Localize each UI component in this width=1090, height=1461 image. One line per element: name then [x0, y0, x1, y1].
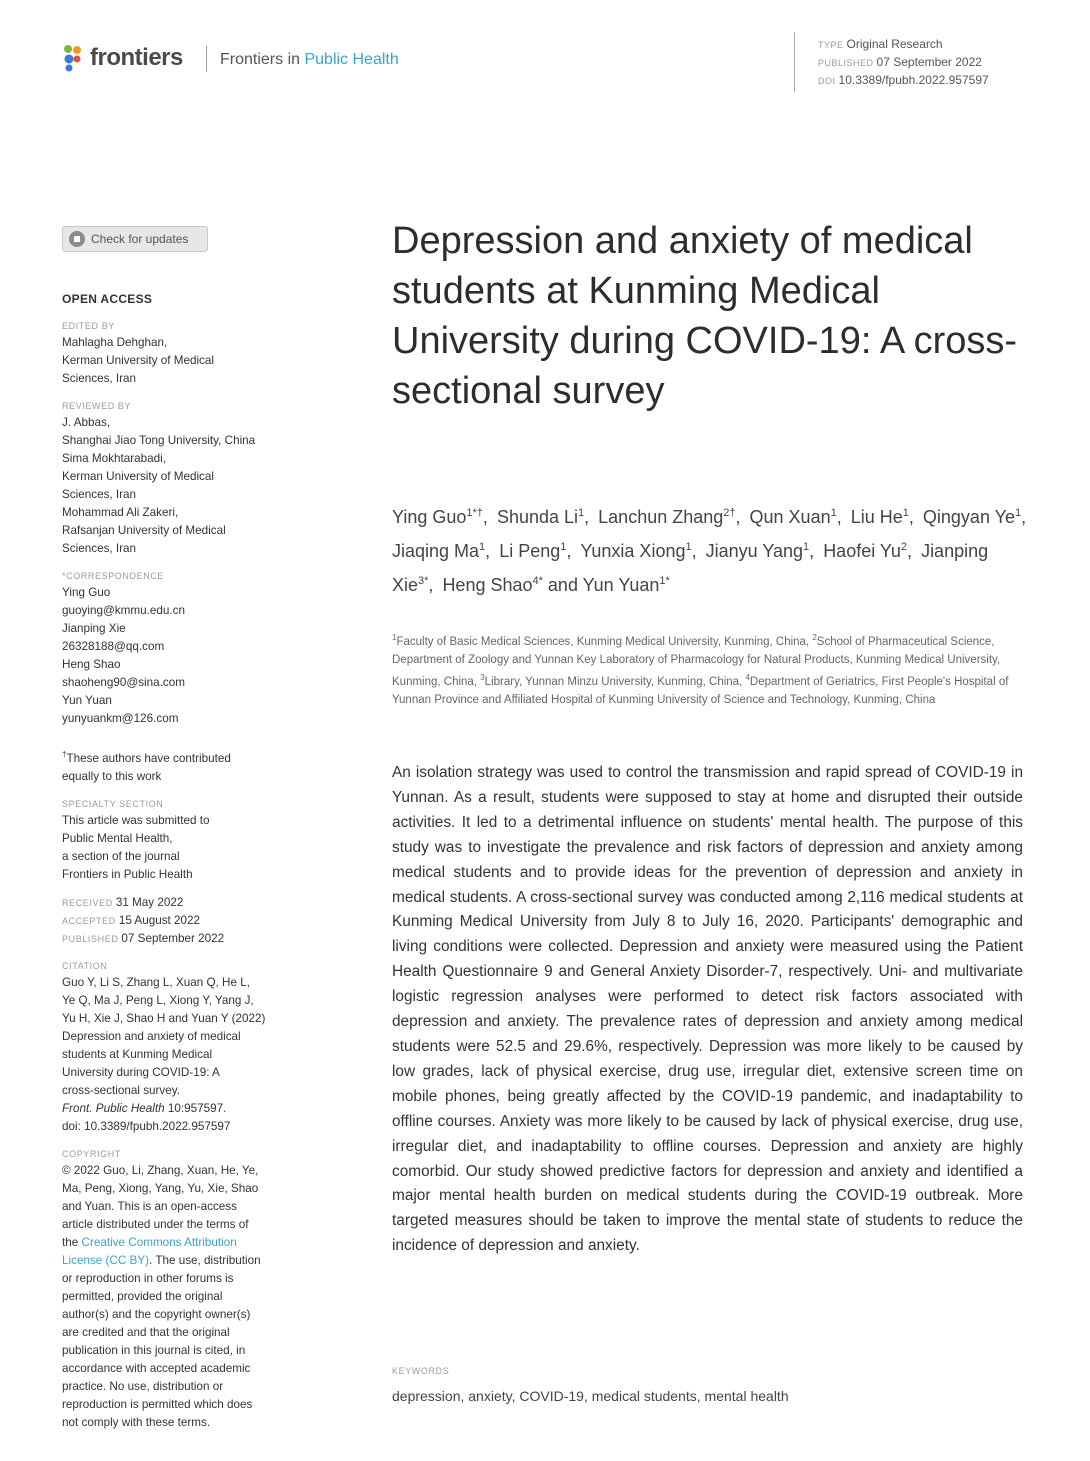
correspondence-email[interactable]: shaoheng90@sina.com [62, 676, 185, 689]
correspondence-name: Yun Yuan [62, 694, 112, 707]
equal-contribution-note: equally to this work [62, 769, 162, 783]
journal-prefix: Frontiers in [220, 51, 305, 68]
abstract: An isolation strategy was used to control the transmission and rapid spread of COVID-19 in Yunnan. As a result, students were supposed to stay at home and disrupted their outside activities. It led to a detrimental influence on students' mental health. The purpose of this study was to investigate the prevalence and risk factors of depression and anxiety among medical students and to provide ideas for the prevention of depression and anxiety in medical students. A cross-sectional survey was conducted among 2,116 medical students at Kunming Medical University from July 8 to July 16, 2020. Participants' demographic and living conditions were collected. Depression and anxiety were measured using the Patient Health Questionnaire 9 and General Anxiety Disorder-7, respectively. Uni- and multivariate logistic regression analyses were performed to detect risk factors associated with depression and anxiety. The prevalence rates of depression and anxiety among medical students were 52.5 and 29.6%, respectively. Depression was more likely to be caused by low grades, lack of physical exercise, drug use, irregular diet, extensive screen time on mobile phones, being greatly affected by the COVID-19 pandemic, and inadaptability to offline courses. Anxiety was more likely to be caused by lack of physical exercise, drug use, irregular diet, and inadaptability to offline courses. Depression and anxiety are highly comorbid. Our study showed predictive factors for depression and anxiety and identified a major mental health burden on medical students during the COVID-19 outbreak. More targeted measures should be taken to improve the mental state of students to reduce the incidence of depression and anxiety. [392, 764, 1023, 1255]
citation-line: Ye Q, Ma J, Peng L, Xiong Y, Yang J, [62, 993, 254, 1007]
author-name[interactable]: Li Peng$^1$ [499, 541, 567, 561]
article-type: TYPE Original Research [818, 37, 943, 51]
copyright-line: not comply with these terms. [62, 1415, 211, 1429]
edited-line: Kerman University of Medical [62, 354, 214, 367]
copyright-label: COPYRIGHT [62, 1148, 121, 1159]
author-name[interactable]: Ying Guo$^{1*\dagger}$ [392, 507, 483, 527]
author-name[interactable]: Yun Yuan$^{1*}$ [582, 575, 670, 595]
article-doi: DOI 10.3389/fpubh.2022.957597 [818, 73, 989, 87]
correspondence-email[interactable]: 26328188@qq.com [62, 640, 165, 653]
article-title: Depression and anxiety of medical students at Kunming Medical University during COVID-19: A cross-sectional survey [392, 220, 1018, 412]
accepted-date: ACCEPTED 15 August 2022 [62, 913, 201, 927]
author-list: Ying Guo$^{1*\dagger}$, Shunda Li$^1$, Lanchun Zhang$^{2\dagger}$, Qun Xuan$^1$, Liu He$^1$, Qingyan Ye$^1$, Jiaqing Ma$^1$, Li Peng$^1$, Yunxia Xiong$^1$, Jianyu Yang$^1$, Haofei Yu$^2$, Jianping Xie$^{3*}$, Heng Shao$^{4*}$ and Yun Yuan$^{1*}$ [392, 507, 1036, 595]
copyright-line: article distributed under the terms of [62, 1217, 249, 1231]
copyright-line: reproduction is permitted which does [62, 1397, 253, 1411]
correspondence-label: *CORRESPONDENCE [62, 571, 165, 581]
correspondence-name: Ying Guo [62, 586, 111, 599]
citation-line: students at Kunming Medical [62, 1047, 213, 1061]
citation-journal: Front. Public Health 10:957597. [62, 1101, 227, 1115]
reviewer-line: Kerman University of Medical [62, 470, 214, 483]
copyright-line: practice. No use, distribution or [62, 1379, 224, 1393]
refresh-icon [69, 231, 85, 247]
edited-by-label: EDITED BY [62, 321, 115, 331]
author-name[interactable]: Qun Xuan$^1$ [749, 507, 837, 527]
reviewer-line: Mohammad Ali Zakeri, [62, 506, 179, 519]
author-name[interactable]: Haofei Yu$^2$ [823, 541, 908, 561]
open-access-label: OPEN ACCESS [62, 292, 153, 306]
affiliations [392, 629, 1032, 709]
citation-line: Depression and anxiety of medical [62, 1029, 241, 1043]
copyright-line: or reproduction in other forums is [62, 1271, 234, 1285]
check-for-updates-label: Check for updates [91, 232, 189, 246]
keywords: depression, anxiety, COVID-19, medical students, mental health [392, 1388, 789, 1404]
copyright-line: the Creative Commons Attribution [62, 1235, 237, 1249]
article-published: PUBLISHED 07 September 2022 [818, 55, 982, 69]
header-divider [206, 46, 207, 72]
affiliation-item: $^2$School of Pharmaceutical Science, Department of Zoology and Yunnan Key Laboratory of Pharmacology for Natural Products, Kunming Medical University, Kunming, China, [392, 633, 1001, 688]
citation-doi: doi: 10.3389/fpubh.2022.957597 [62, 1119, 231, 1133]
meta-divider [794, 32, 795, 92]
journal-name [220, 51, 399, 69]
author-name[interactable]: Yunxia Xiong$^1$ [580, 541, 692, 561]
edited-line: Sciences, Iran [62, 372, 137, 385]
cc-license-link[interactable]: License (CC BY) [62, 1253, 150, 1267]
copyright-line: author(s) and the copyright owner(s) [62, 1307, 251, 1321]
author-name[interactable]: Lanchun Zhang$^{2\dagger}$ [598, 507, 736, 527]
received-date: RECEIVED 31 May 2022 [62, 895, 184, 909]
published-date: PUBLISHED 07 September 2022 [62, 931, 225, 945]
correspondence-name: Heng Shao [62, 658, 121, 671]
citation-line: cross-sectional survey. [62, 1083, 180, 1097]
edited-line: Mahlagha Dehghan, [62, 336, 168, 349]
check-for-updates-button[interactable] [62, 226, 208, 252]
affiliation-item: $^1$Faculty of Basic Medical Sciences, Kunming Medical University, Kunming, China, [392, 633, 813, 648]
copyright-line: permitted, provided the original [62, 1289, 223, 1303]
citation-line: Guo Y, Li S, Zhang L, Xuan Q, He L, [62, 975, 250, 989]
copyright-line: License (CC BY). The use, distribution [62, 1253, 261, 1267]
reviewer-line: Shanghai Jiao Tong University, China [62, 434, 256, 447]
citation-label: CITATION [62, 960, 108, 971]
logo-text: frontiers [90, 44, 183, 71]
correspondence-email[interactable]: yunyuankm@126.com [62, 712, 179, 725]
copyright-line: Ma, Peng, Xiong, Yang, Yu, Xie, Shao [62, 1181, 259, 1195]
reviewer-line: Sima Mokhtarabadi, [62, 452, 166, 465]
affiliation-item: $^4$Department of Geriatrics, First People's Hospital of Yunnan Province and Affiliated Hospital of Kunming University of Science and Technology, Kunming, China [392, 672, 1009, 706]
author-name[interactable]: Heng Shao$^{4*}$ [442, 575, 543, 595]
reviewer-line: J. Abbas, [62, 416, 111, 429]
citation-line: University during COVID-19: A [62, 1065, 220, 1079]
frontiers-logo-icon [62, 44, 84, 72]
author-name[interactable]: Shunda Li$^1$ [496, 507, 585, 527]
reviewer-line: Sciences, Iran [62, 488, 137, 501]
cc-license-link[interactable]: Creative Commons Attribution [81, 1235, 237, 1249]
specialty-line: Public Mental Health, [62, 831, 173, 845]
journal-accent: Public Health [304, 51, 399, 68]
sidebar [62, 290, 302, 1432]
keywords-label: KEYWORDS [392, 1366, 450, 1376]
copyright-line: publication in this journal is cited, in [62, 1343, 246, 1357]
copyright-line: © 2022 Guo, Li, Zhang, Xuan, He, Ye, [62, 1163, 259, 1177]
author-name[interactable]: Jianyu Yang$^1$ [705, 541, 810, 561]
copyright-line: and Yuan. This is an open-access [62, 1199, 237, 1213]
specialty-line: Frontiers in Public Health [62, 867, 193, 881]
copyright-line: are credited and that the original [62, 1325, 230, 1339]
author-name[interactable]: Jiaqing Ma$^1$ [392, 541, 486, 561]
correspondence-name: Jianping Xie [62, 622, 126, 635]
reviewer-line: Rafsanjan University of Medical [62, 524, 226, 537]
equal-contribution-note: †These authors have contributed [62, 750, 231, 765]
author-name[interactable]: Qingyan Ye$^1$ [922, 507, 1022, 527]
specialty-line: a section of the journal [62, 849, 180, 863]
citation-line: Yu H, Xie J, Shao H and Yuan Y (2022) [62, 1011, 266, 1025]
reviewed-by-label: REVIEWED BY [62, 401, 132, 411]
affiliation-item: $^3$Library, Yunnan Minzu University, Kunming, China, [480, 672, 746, 688]
specialty-line: This article was submitted to [62, 813, 210, 827]
copyright-line: accordance with accepted academic [62, 1361, 251, 1375]
reviewer-line: Sciences, Iran [62, 542, 137, 555]
author-name[interactable]: Jianping Xie$^{3*}$ [392, 541, 989, 595]
specialty-section-label: SPECIALTY SECTION [62, 798, 164, 809]
author-name[interactable]: Liu He$^1$ [850, 507, 909, 527]
correspondence-email[interactable]: guoying@kmmu.edu.cn [62, 604, 185, 617]
